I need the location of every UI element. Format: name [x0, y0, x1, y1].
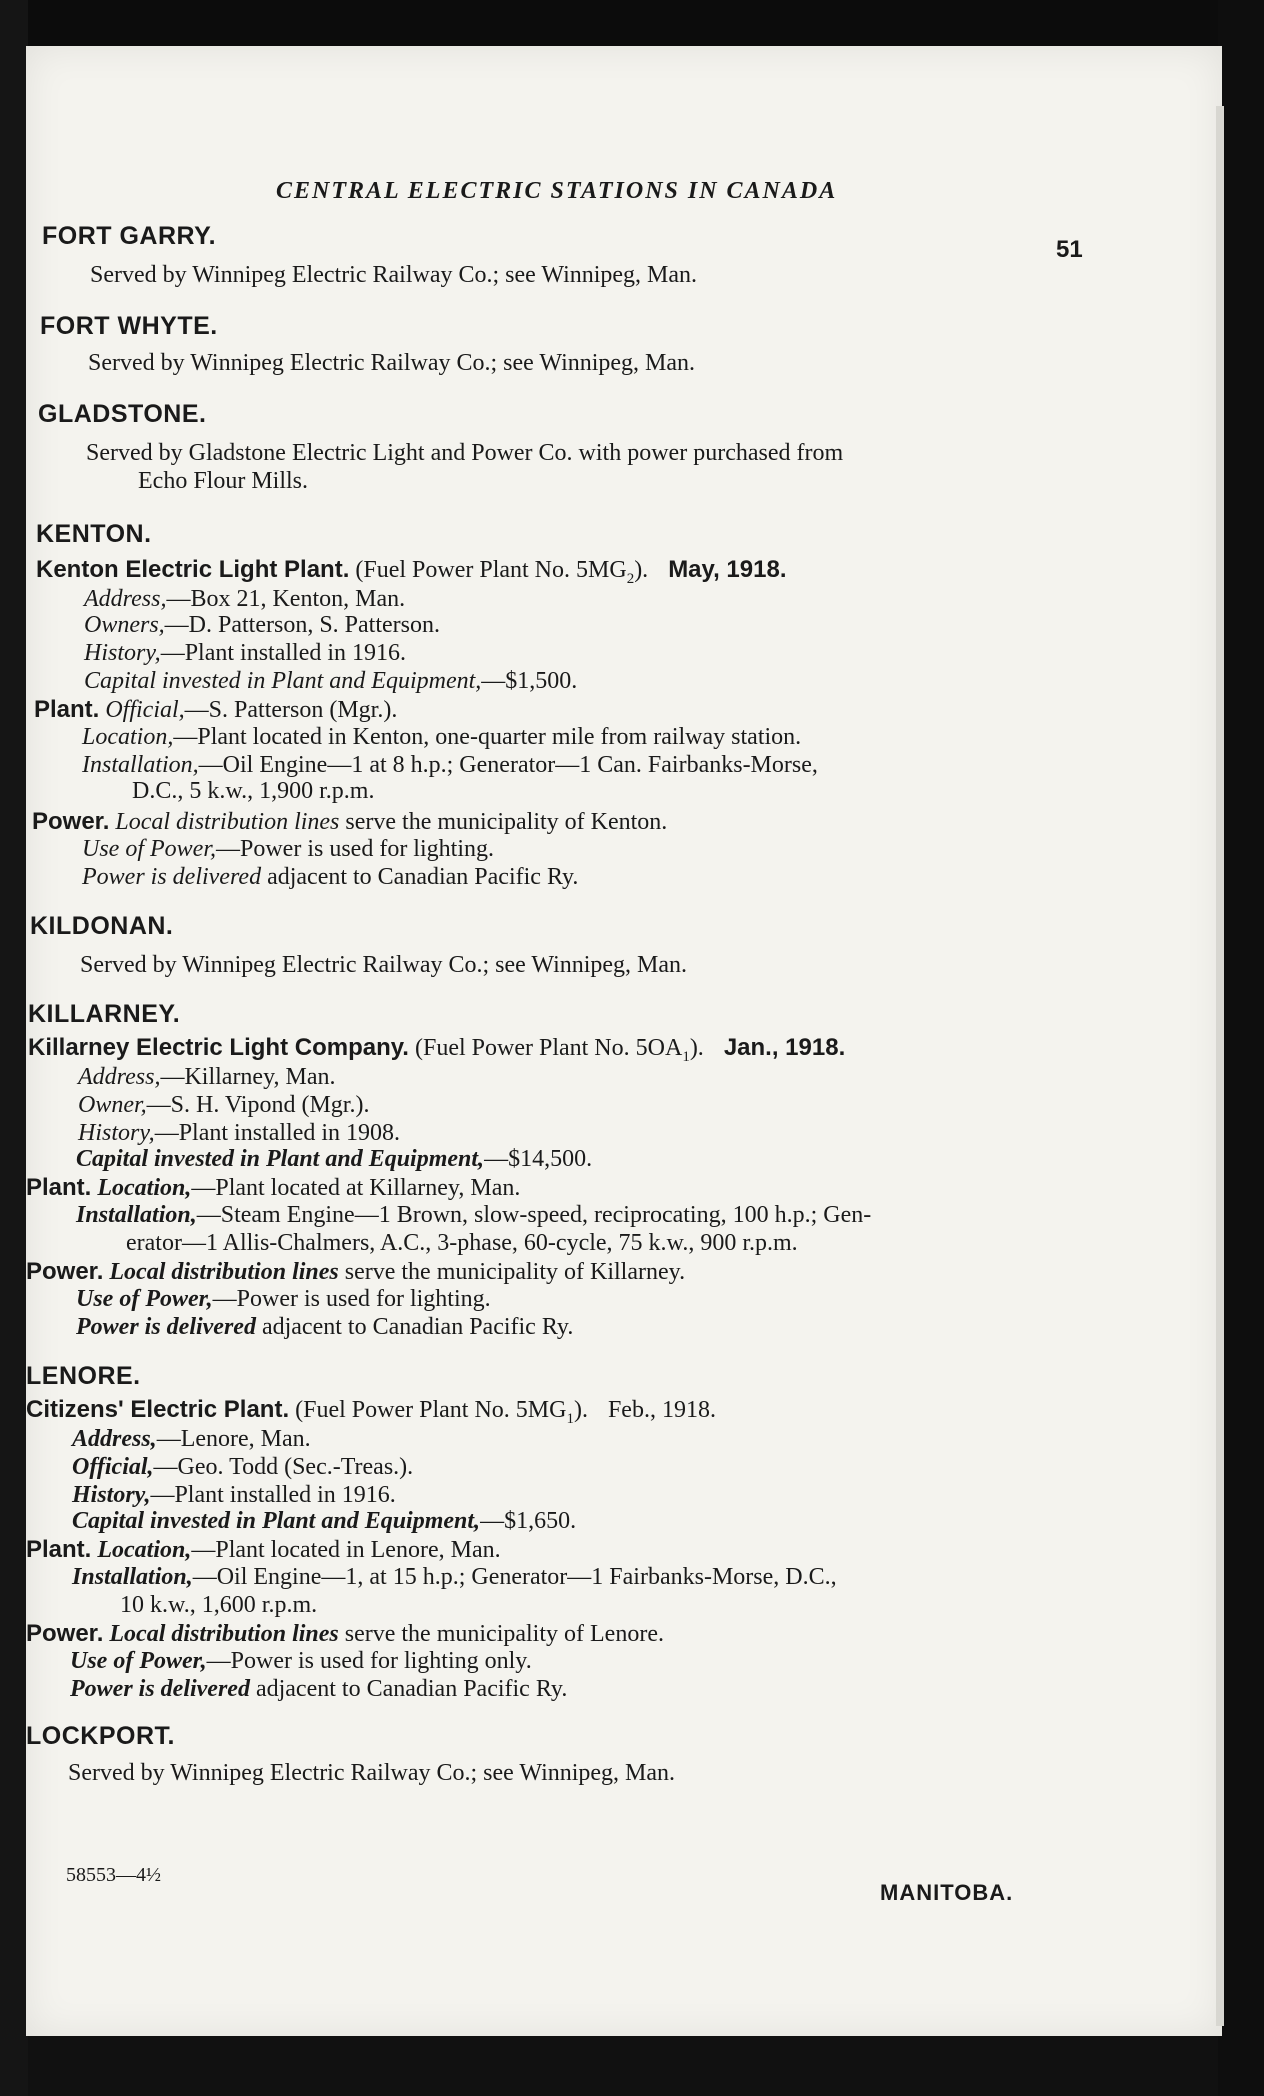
served-kildonan: Served by Winnipeg Electric Railway Co.; see Winnipeg, Man. — [80, 952, 688, 978]
fuel-plant-kenton: (Fuel Power Plant No. $5MG_2$). — [355, 557, 649, 587]
address-lenore: Address,—Lenore, Man. — [72, 1426, 311, 1452]
delivered-lenore: Power is delivered adjacent to Canadian Pacific Ry. — [70, 1676, 568, 1702]
fuel-plant-killarney: (Fuel Power Plant No. $5OA_1$). — [414, 1035, 704, 1065]
date-kenton: May, 1918. — [668, 556, 787, 583]
running-title: CENTRAL ELECTRIC STATIONS IN CANADA — [276, 178, 838, 204]
fuel-plant-lenore: (Fuel Power Plant No. $5MG_1$). — [295, 1397, 588, 1427]
capital-kenton: Capital invested in Plant and Equipment,—$1,500. — [84, 668, 578, 694]
power-killarney: Power. Local distribution lines serve the municipality of Killarney. — [26, 1258, 686, 1285]
town-heading-lenore: LENORE. — [26, 1362, 141, 1390]
plant-header-kenton — [36, 556, 787, 587]
delivered-kenton: Power is delivered adjacent to Canadian Pacific Ry. — [82, 864, 579, 890]
owner-killarney: Owner,—S. H. Vipond (Mgr.). — [78, 1092, 370, 1118]
plant-name-kenton: Kenton Electric Light Plant. — [36, 556, 350, 583]
footer-print-code: 58553—4½ — [66, 1864, 161, 1886]
town-heading-fort-whyte: FORT WHYTE. — [40, 312, 218, 340]
installation-kenton-line-2: D.C., 5 k.w., 1,900 r.p.m. — [132, 778, 375, 804]
served-gladstone-line-1: Served by Gladstone Electric Light and Power Co. with power purchased from — [86, 440, 844, 466]
use-lenore: Use of Power,—Power is used for lighting only. — [70, 1648, 532, 1674]
town-heading-kenton: KENTON. — [36, 520, 152, 548]
plant-header-lenore — [26, 1396, 716, 1427]
town-heading-gladstone: GLADSTONE. — [38, 400, 207, 428]
plant-name-lenore: Citizens' Electric Plant. — [26, 1396, 290, 1423]
town-heading-fort-garry: FORT GARRY. — [42, 222, 217, 250]
use-kenton: Use of Power,—Power is used for lighting. — [82, 836, 494, 862]
served-gladstone-line-2: Echo Flour Mills. — [138, 468, 309, 494]
plant-location-lenore: Plant. Location,—Plant located in Lenore, Man. — [26, 1536, 501, 1563]
address-killarney: Address,—Killarney, Man. — [78, 1064, 336, 1090]
capital-killarney: Capital invested in Plant and Equipment,—$14,500. — [76, 1146, 593, 1172]
power-kenton: Power. Local distribution lines serve the municipality of Kenton. — [32, 808, 668, 835]
served-lockport: Served by Winnipeg Electric Railway Co.; see Winnipeg, Man. — [68, 1760, 676, 1786]
book-page — [26, 46, 1222, 2036]
served-fort-whyte: Served by Winnipeg Electric Railway Co.; see Winnipeg, Man. — [88, 350, 696, 376]
installation-killarney-line-1: Installation,—Steam Engine—1 Brown, slow-speed, reciprocating, 100 h.p.; Gen- — [76, 1202, 872, 1228]
location-kenton: Location,—Plant located in Kenton, one-quarter mile from railway station. — [82, 724, 802, 750]
installation-killarney-line-2: erator—1 Allis-Chalmers, A.C., 3-phase, 60-cycle, 75 k.w., 900 r.p.m. — [126, 1230, 798, 1256]
scan-border-top — [0, 0, 1264, 48]
page-number: 51 — [1056, 236, 1083, 263]
date-killarney: Jan., 1918. — [723, 1034, 846, 1061]
delivered-killarney: Power is delivered adjacent to Canadian Pacific Ry. — [76, 1314, 574, 1340]
history-lenore: History,—Plant installed in 1916. — [72, 1482, 396, 1508]
plant-name-killarney: Killarney Electric Light Company. — [28, 1034, 409, 1061]
history-kenton: History,—Plant installed in 1916. — [84, 640, 407, 666]
installation-lenore-line-1: Installation,—Oil Engine—1, at 15 h.p.; Generator—1 Fairbanks-Morse, D.C., — [72, 1564, 837, 1590]
history-killarney: History,—Plant installed in 1908. — [78, 1120, 401, 1146]
capital-lenore: Capital invested in Plant and Equipment,—$1,650. — [72, 1508, 577, 1534]
installation-kenton-line-1: Installation,—Oil Engine—1 at 8 h.p.; Generator—1 Can. Fairbanks-Morse, — [82, 752, 818, 778]
plant-header-killarney — [28, 1034, 846, 1065]
scan-border-left — [0, 0, 28, 2096]
plant-location-killarney: Plant. Location,—Plant located at Killarney, Man. — [26, 1174, 521, 1201]
address-kenton: Address,—Box 21, Kenton, Man. — [84, 586, 406, 612]
scan-border-right — [1218, 0, 1264, 2096]
use-killarney: Use of Power,—Power is used for lighting. — [76, 1286, 491, 1312]
power-lenore: Power. Local distribution lines serve the municipality of Lenore. — [26, 1620, 664, 1647]
town-heading-kildonan: KILDONAN. — [30, 912, 174, 940]
served-fort-garry: Served by Winnipeg Electric Railway Co.; see Winnipeg, Man. — [90, 262, 698, 288]
official-lenore: Official,—Geo. Todd (Sec.-Treas.). — [72, 1454, 414, 1480]
page-edge — [1216, 106, 1224, 2026]
date-lenore: Feb., 1918. — [607, 1397, 716, 1423]
town-heading-killarney: KILLARNEY. — [28, 1000, 181, 1028]
plant-official-kenton: Plant. Official,—S. Patterson (Mgr.). — [34, 696, 398, 723]
footer-province: MANITOBA. — [880, 1880, 1014, 1905]
installation-lenore-line-2: 10 k.w., 1,600 r.p.m. — [120, 1592, 318, 1618]
town-heading-lockport: LOCKPORT. — [26, 1722, 175, 1750]
owners-kenton: Owners,—D. Patterson, S. Patterson. — [84, 612, 440, 638]
